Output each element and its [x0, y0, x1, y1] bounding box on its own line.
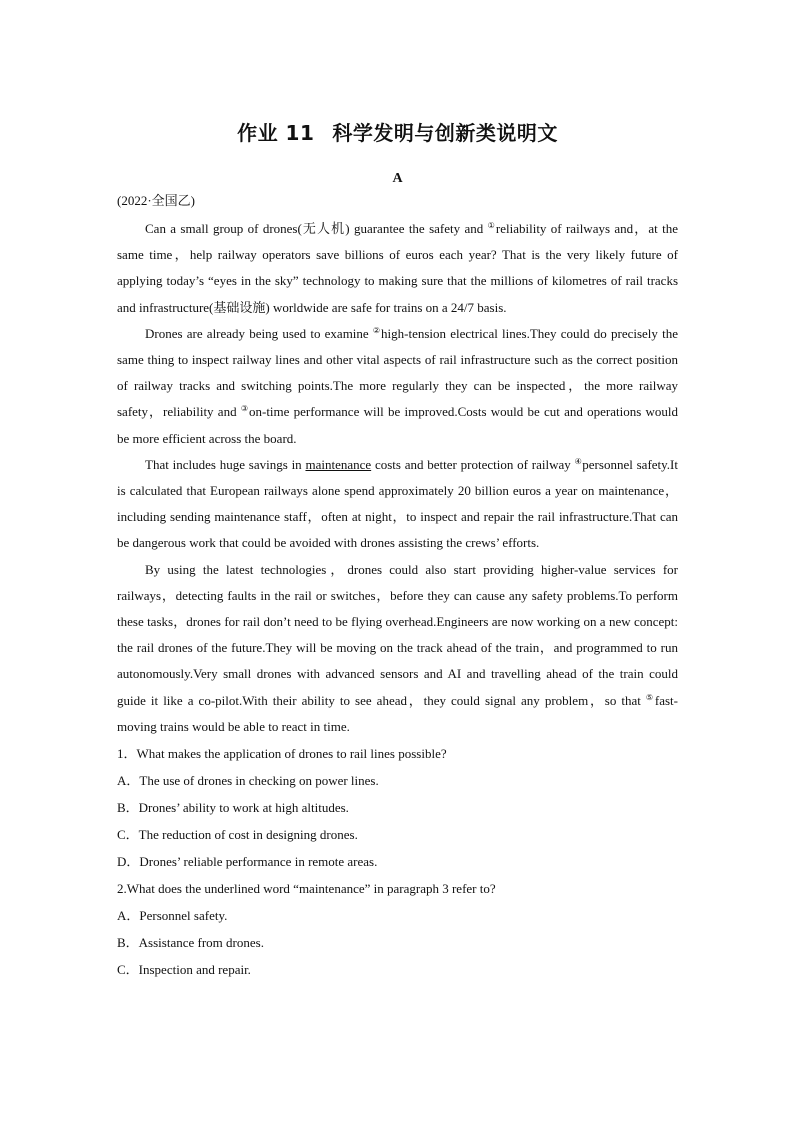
p2-text-1: Drones are already being used to examine [145, 325, 373, 341]
question-1-stem: 1．What makes the application of drones to rail lines possible? [117, 746, 447, 762]
question-1 [117, 740, 678, 875]
question-2-option-c: C．Inspection and repair. [117, 962, 251, 978]
p4-text-2: fast-moving trains would be able to react in time. [117, 692, 678, 734]
title-main: 作业 11 [237, 121, 315, 145]
footnote-marker-4: ④ [574, 456, 583, 466]
p4-text-1: By using the latest technologies，drones could also start providing higher-value services for railways，detecting faults in the rail or switches，before they can cause any safety problems.To perform these tasks，drones for rail don’t need to be flying overhead.Engineers are now working on a new concept: the rail drones of the future.They will be moving on the track ahead of the train，and programmed to run autonomously.Very small drones with advanced sensors and AI and travelling ahead of the train could guide it like a co-pilot.With their ability to see ahead，they could signal any problem，so that [117, 561, 678, 708]
question-2-option-b: B．Assistance from drones. [117, 935, 264, 951]
p3-text-3: personnel safety.It is calculated that European railways alone spend approximately 20 billion euros a year on maintenance，including sending maintenance staff，often at night，to inspect and repair the rail infrastructure.That can be dangerous work that could be avoided with drones assisting the crews’ efforts. [117, 456, 678, 551]
document-page [117, 118, 678, 983]
footnote-marker-3: ③ [240, 404, 249, 414]
question-1-option-b: B．Drones’ ability to work at high altitudes. [117, 800, 349, 816]
section-heading: A [392, 171, 403, 186]
paragraph-1 [117, 216, 678, 321]
underlined-word: maintenance [305, 456, 372, 472]
p1-text-1: Can a small group of drones(无人机) guarantee the safety and [145, 221, 488, 236]
question-2 [117, 875, 678, 983]
question-1-option-d: D．Drones’ reliable performance in remote areas. [117, 854, 378, 870]
p2-text-3: on-time performance will be improved.Costs would be cut and operations would be more efficient across the board. [117, 404, 679, 446]
p3-text-2: costs and better protection of railway [371, 456, 575, 472]
paragraph-4 [117, 557, 678, 740]
paragraph-3 [117, 452, 678, 557]
footnote-marker-1: ① [487, 221, 496, 230]
footnote-marker-2: ② [372, 325, 382, 335]
question-2-option-a: A．Personnel safety. [117, 908, 228, 924]
footnote-marker-5: ⑤ [645, 692, 655, 702]
p3-text-1: That includes huge savings in [145, 456, 306, 472]
page-title [117, 118, 678, 148]
title-sub: 科学发明与创新类说明文 [332, 121, 558, 145]
paragraph-2 [117, 321, 678, 452]
p1-text-2: reliability of railways and，at the same time，help railway operators save billions of euros each year? That is the very likely future of applying today’s “eyes in the sky” technology to making sure that the millions of kilometres of rail tracks and infrastructure(基础设施) worldwide are safe for trains on a 24/7 basis. [117, 221, 678, 315]
question-2-stem: 2.What does the underlined word “maintenance” in paragraph 3 refer to? [117, 881, 496, 897]
question-1-option-c: C．The reduction of cost in designing drones. [117, 827, 358, 843]
p2-text-2: high-tension electrical lines.They could do precisely the same thing to inspect railway lines and other vital aspects of rail infrastructure such as the correct position of railway tracks and switching points.The more regularly they can be inspected，the more railway safety，reliability and [117, 325, 679, 420]
source-note: (2022·全国乙) [117, 193, 195, 208]
question-1-option-a: A．The use of drones in checking on power lines. [117, 773, 379, 789]
